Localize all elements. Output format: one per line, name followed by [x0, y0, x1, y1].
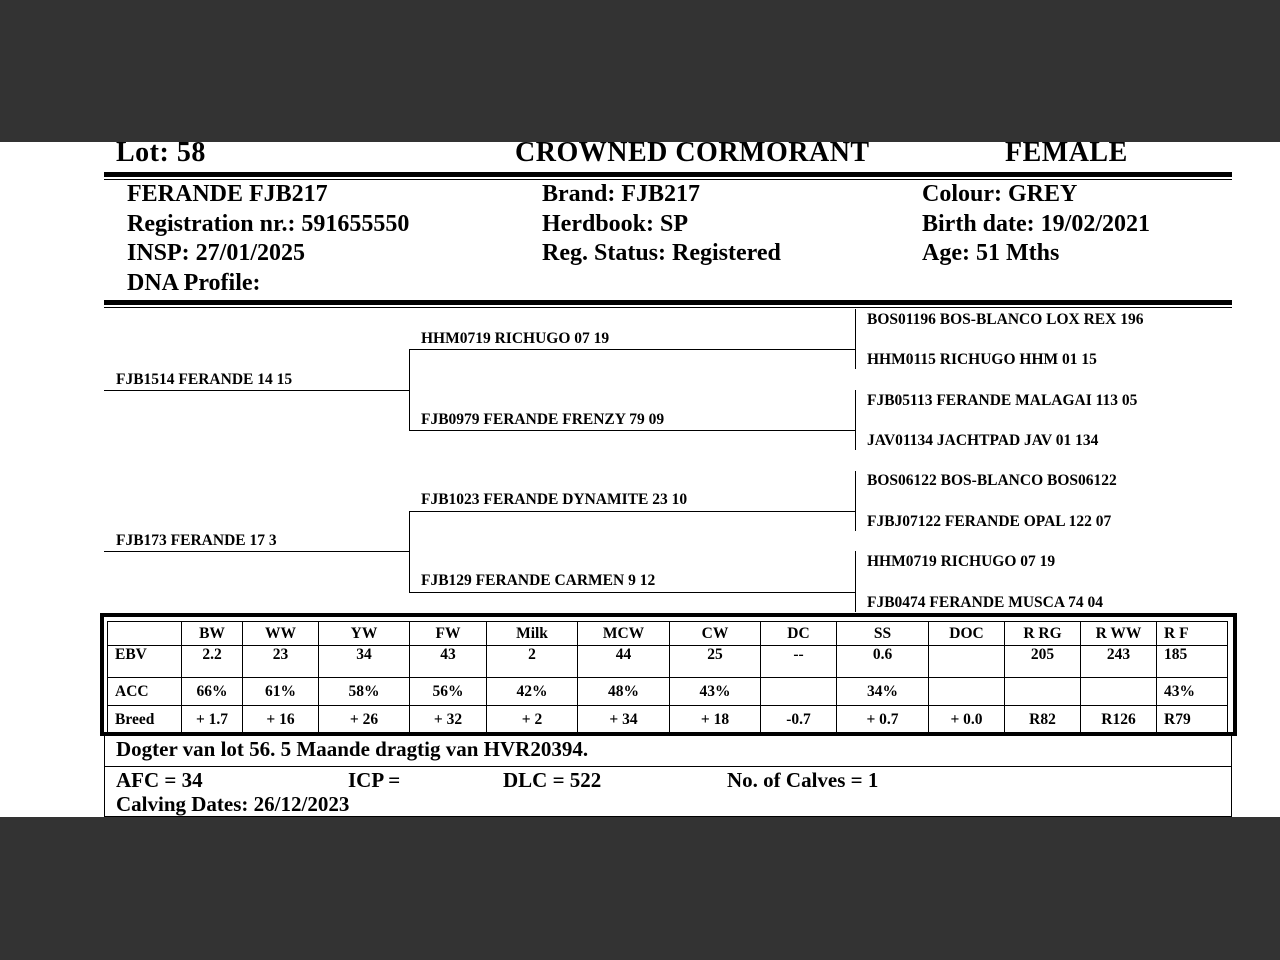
ebv-cell: 44 [578, 646, 670, 678]
ebv-col-header: R F [1157, 622, 1228, 646]
ebv-cell: -0.7 [761, 706, 837, 734]
ebv-cell: + 32 [410, 706, 487, 734]
ebv-col-header: DOC [929, 622, 1005, 646]
colour: Colour: GREY [922, 181, 1078, 207]
pedigree-ggp-6: FJBJ07122 FERANDE OPAL 122 07 [867, 513, 1112, 530]
pedigree-line [409, 511, 855, 512]
ebv-col-header: DC [761, 622, 837, 646]
ebv-cell: + 16 [243, 706, 319, 734]
pedigree-line [104, 390, 409, 391]
pedigree-line [855, 592, 856, 612]
pedigree-ggp-4: JAV01134 JACHTPAD JAV 01 134 [867, 432, 1099, 449]
ebv-cell: + 0.7 [837, 706, 929, 734]
ebv-cell: 243 [1081, 646, 1157, 678]
ebv-cell: 2.2 [182, 646, 243, 678]
ebv-cell: 34% [837, 678, 929, 706]
ebv-cell: 42% [487, 678, 578, 706]
ebv-cell: R79 [1157, 706, 1228, 734]
animal-info-left [127, 180, 409, 298]
age: Age: 51 Mths [922, 240, 1060, 266]
reg-status: Reg. Status: Registered [542, 240, 781, 266]
ebv-row-label: Breed [108, 706, 182, 734]
birth-date: Birth date: 19/02/2021 [922, 210, 1150, 237]
pedigree-line [409, 430, 855, 431]
ebv-col-header: R RG [1005, 622, 1081, 646]
breed-name: CROWNED CORMORANT [515, 142, 870, 168]
notes-calves: No. of Calves = 1 [727, 768, 879, 792]
ebv-cell: 58% [319, 678, 410, 706]
pedigree-line [409, 511, 410, 592]
ebv-cell: 56% [410, 678, 487, 706]
notes-divider [104, 766, 1232, 767]
inspection-date: INSP: 27/01/2025 [127, 240, 306, 266]
ebv-col-header [108, 622, 182, 646]
pedigree-sire-sire: HHM0719 RICHUGO 07 19 [421, 330, 610, 347]
ebv-cell: + 34 [578, 706, 670, 734]
ebv-row-acc [108, 678, 1228, 706]
ebv-row-label: EBV [108, 646, 182, 678]
animal-name: FERANDE FJB217 [127, 181, 328, 207]
ebv-cell: 43 [410, 646, 487, 678]
pedigree-ggp-7: HHM0719 RICHUGO 07 19 [867, 553, 1056, 570]
ebv-cell: 48% [578, 678, 670, 706]
ebv-cell [929, 678, 1005, 706]
pedigree-sire: FJB1514 FERANDE 14 15 [116, 371, 293, 388]
animal-info-middle [542, 180, 781, 269]
pedigree-line [855, 551, 856, 592]
ebv-cell: + 18 [670, 706, 761, 734]
ebv-cell [1081, 678, 1157, 706]
sex: FEMALE [1005, 142, 1128, 168]
info-rule-thin [104, 307, 1232, 308]
pedigree-line [104, 551, 409, 552]
ebv-cell: 23 [243, 646, 319, 678]
brand: Brand: FJB217 [542, 181, 701, 207]
ebv-cell: 61% [243, 678, 319, 706]
header-rule-thick [104, 172, 1232, 177]
ebv-cell: 0.6 [837, 646, 929, 678]
pedigree-dam: FJB173 FERANDE 17 3 [116, 532, 277, 549]
ebv-col-header: BW [182, 622, 243, 646]
ebv-cell [1005, 678, 1081, 706]
pedigree-line [855, 390, 856, 430]
ebv-row-label: ACC [108, 678, 182, 706]
ebv-col-header: R WW [1081, 622, 1157, 646]
ebv-cell: 185 [1157, 646, 1228, 678]
herdbook: Herdbook: SP [542, 210, 689, 237]
ebv-cell: 205 [1005, 646, 1081, 678]
ebv-cell [761, 678, 837, 706]
ebv-col-header: YW [319, 622, 410, 646]
ebv-table [107, 621, 1228, 734]
ebv-col-header: CW [670, 622, 761, 646]
pedigree-line [409, 592, 855, 593]
ebv-cell: 34 [319, 646, 410, 678]
ebv-cell: -- [761, 646, 837, 678]
ebv-cell: 66% [182, 678, 243, 706]
ebv-col-header: MCW [578, 622, 670, 646]
pedigree-line [855, 309, 856, 349]
notes-icp: ICP = [348, 768, 401, 792]
pedigree-ggp-3: FJB05113 FERANDE MALAGAI 113 05 [867, 392, 1138, 409]
ebv-header-row [108, 622, 1228, 646]
pedigree-ggp-8: FJB0474 FERANDE MUSCA 74 04 [867, 594, 1103, 611]
pedigree-ggp-1: BOS01196 BOS-BLANCO LOX REX 196 [867, 311, 1144, 328]
notes-afc: AFC = 34 [116, 768, 203, 792]
pedigree-ggp-5: BOS06122 BOS-BLANCO BOS06122 [867, 472, 1117, 489]
pedigree-dam-dam: FJB129 FERANDE CARMEN 9 12 [421, 572, 656, 589]
ebv-cell: 25 [670, 646, 761, 678]
ebv-cell: 2 [487, 646, 578, 678]
lot-sheet [0, 142, 1280, 817]
ebv-cell: + 26 [319, 706, 410, 734]
ebv-row-breed [108, 706, 1228, 734]
ebv-col-header: Milk [487, 622, 578, 646]
ebv-cell: 43% [1157, 678, 1228, 706]
ebv-cell: + 2 [487, 706, 578, 734]
notes-calving-dates: Calving Dates: 26/12/2023 [116, 792, 350, 816]
pedigree-line [409, 349, 410, 431]
ebv-col-header: WW [243, 622, 319, 646]
dna-profile: DNA Profile: [127, 269, 261, 296]
notes-comment: Dogter van lot 56. 5 Maande dragtig van HVR20394. [116, 737, 589, 761]
ebv-row-ebv [108, 646, 1228, 678]
notes-dlc: DLC = 522 [503, 768, 602, 792]
pedigree-line [855, 511, 856, 531]
ebv-cell: + 0.0 [929, 706, 1005, 734]
pedigree-dam-sire: FJB1023 FERANDE DYNAMITE 23 10 [421, 491, 688, 508]
ebv-col-header: SS [837, 622, 929, 646]
ebv-col-header: FW [410, 622, 487, 646]
pedigree-line [855, 430, 856, 450]
registration-number: Registration nr.: 591655550 [127, 210, 410, 237]
pedigree-sire-dam: FJB0979 FERANDE FRENZY 79 09 [421, 411, 665, 428]
animal-info-right [922, 180, 1150, 269]
pedigree-ggp-2: HHM0115 RICHUGO HHM 01 15 [867, 351, 1097, 368]
pedigree-line [855, 349, 856, 369]
ebv-cell: + 1.7 [182, 706, 243, 734]
ebv-cell: 43% [670, 678, 761, 706]
pedigree-line [409, 349, 855, 350]
pedigree-line [855, 471, 856, 511]
ebv-cell: R82 [1005, 706, 1081, 734]
ebv-cell [929, 646, 1005, 678]
info-rule-thick [104, 300, 1232, 305]
lot-number: Lot: 58 [116, 142, 206, 168]
ebv-cell: R126 [1081, 706, 1157, 734]
